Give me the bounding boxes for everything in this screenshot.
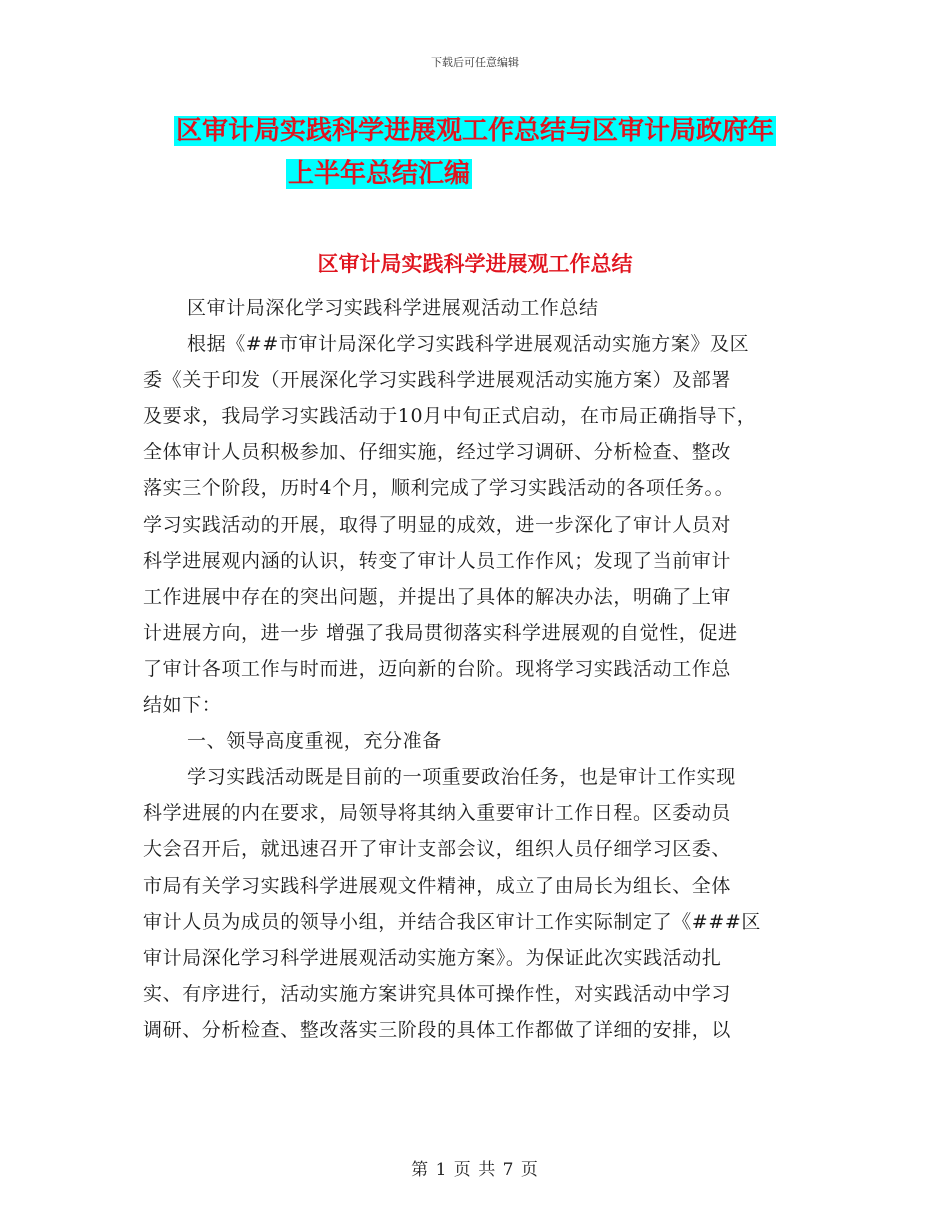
body-line: 及要求，我局学习实践活动于10月中旬正式启动，在市局正确指导下， <box>143 405 757 428</box>
body-line: 科学进展观内涵的认识，转变了审计人员工作作风；发现了当前审计 <box>143 549 732 572</box>
body-line: 了审计各项工作与时而进，迈向新的台阶。现将学习实践活动工作总 <box>143 657 732 680</box>
section-title: 区审计局实践科学进展观工作总结 <box>317 252 633 276</box>
body-line: 落实三个阶段，历时4个月，顺利完成了学习实践活动的各项任务。。 <box>143 477 735 500</box>
body-line: 工作进展中存在的突出问题，并提出了具体的解决办法，明确了上审 <box>143 585 732 608</box>
page-footer: 第 1 页 共 7 页 <box>411 1160 539 1180</box>
body-line: 根据《##市审计局深化学习实践科学进展观活动实施方案》及区 <box>187 333 750 356</box>
document-title-text-1: 区审计局实践科学进展观工作总结与区审计局政府年 <box>175 116 774 146</box>
body-line: 委《关于印发（开展深化学习实践科学进展观活动实施方案）及部署 <box>143 369 732 392</box>
body-line: 大会召开后，就迅速召开了审计支部会议，组织人员仔细学习区委、 <box>143 838 732 861</box>
header-note: 下载后可任意编辑 <box>431 56 519 69</box>
document-title-line-2 <box>0 157 854 191</box>
body-line: 调研、分析检查、整改落实三阶段的具体工作都做了详细的安排，以 <box>143 1018 732 1041</box>
body-line: 审计人员为成员的领导小组，并结合我区审计工作实际制定了《###区 <box>143 910 761 933</box>
document-title-text-2: 上半年总结汇编 <box>287 159 470 189</box>
body-line: 一、领导高度重视，充分准备 <box>187 730 442 753</box>
body-line: 结如下： <box>143 694 222 717</box>
body-line: 学习实践活动的开展，取得了明显的成效，进一步深化了审计人员对 <box>143 513 732 536</box>
body-line: 审计局深化学习科学进展观活动实施方案》。为保证此次实践活动扎 <box>143 946 722 969</box>
body-line: 计进展方向，进一步 增强了我局贯彻落实科学进展观的自觉性，促进 <box>143 621 738 644</box>
body-line: 实、有序进行，活动实施方案讲究具体可操作性，对实践活动中学习 <box>143 982 732 1005</box>
document-body <box>143 290 823 1048</box>
body-line: 学习实践活动既是目前的一项重要政治任务，也是审计工作实现 <box>187 766 736 789</box>
body-line: 市局有关学习实践科学进展观文件精神，成立了由局长为组长、全体 <box>143 874 732 897</box>
body-line: 区审计局深化学习实践科学进展观活动工作总结 <box>187 297 599 319</box>
document-title-line-1 <box>0 114 950 148</box>
body-line: 全体审计人员积极参加、仔细实施，经过学习调研、分析检查、整改 <box>143 441 732 464</box>
body-line: 科学进展的内在要求，局领导将其纳入重要审计工作日程。区委动员 <box>143 802 732 825</box>
